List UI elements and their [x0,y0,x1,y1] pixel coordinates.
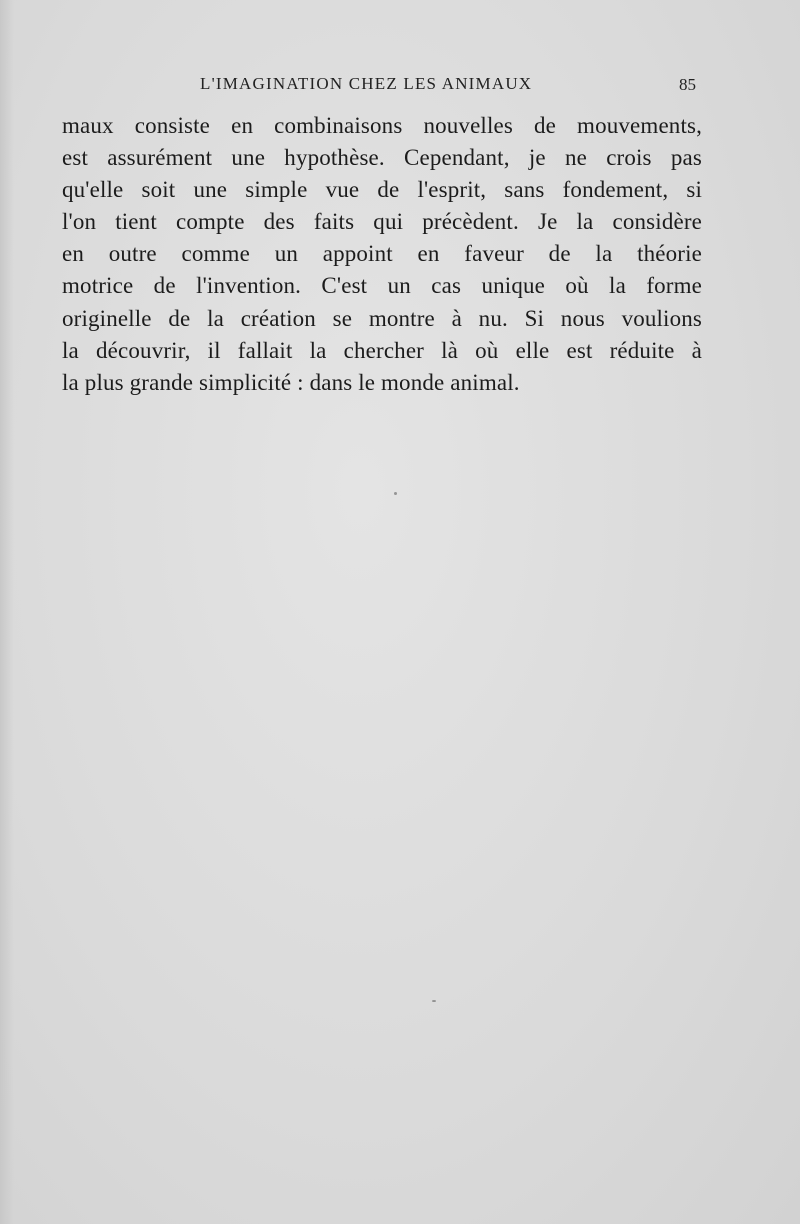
text-line: en outre comme un appoint en faveur de la théorie [62,241,702,267]
text-line: maux consiste en combinaisons nouvelles de mouvements, [62,113,702,138]
text-line: originelle de la création se montre à nu. Si nous voulions [62,305,702,331]
body-paragraph [62,110,702,399]
text-line: est assurément une hypothèse. Cependant, je ne crois pas [62,145,702,171]
running-title: L'IMAGINATION CHEZ LES ANIMAUX [200,74,533,93]
scan-speck [432,1000,436,1002]
page-number: 85 [679,75,696,94]
text-line: la découvrir, il fallait la chercher là où elle est réduite à [62,337,702,363]
scan-speck [394,492,397,495]
text-line: l'on tient compte des faits qui précèdent. Je la considère [62,209,702,235]
text-line: motrice de l'invention. C'est un cas unique où la forme [62,273,702,299]
running-head [62,74,702,98]
text-line: la plus grande simplicité : dans le monde animal. [62,369,520,395]
scan-edge-shadow [0,0,14,1224]
text-line: qu'elle soit une simple vue de l'esprit, sans fondement, si [62,177,702,203]
